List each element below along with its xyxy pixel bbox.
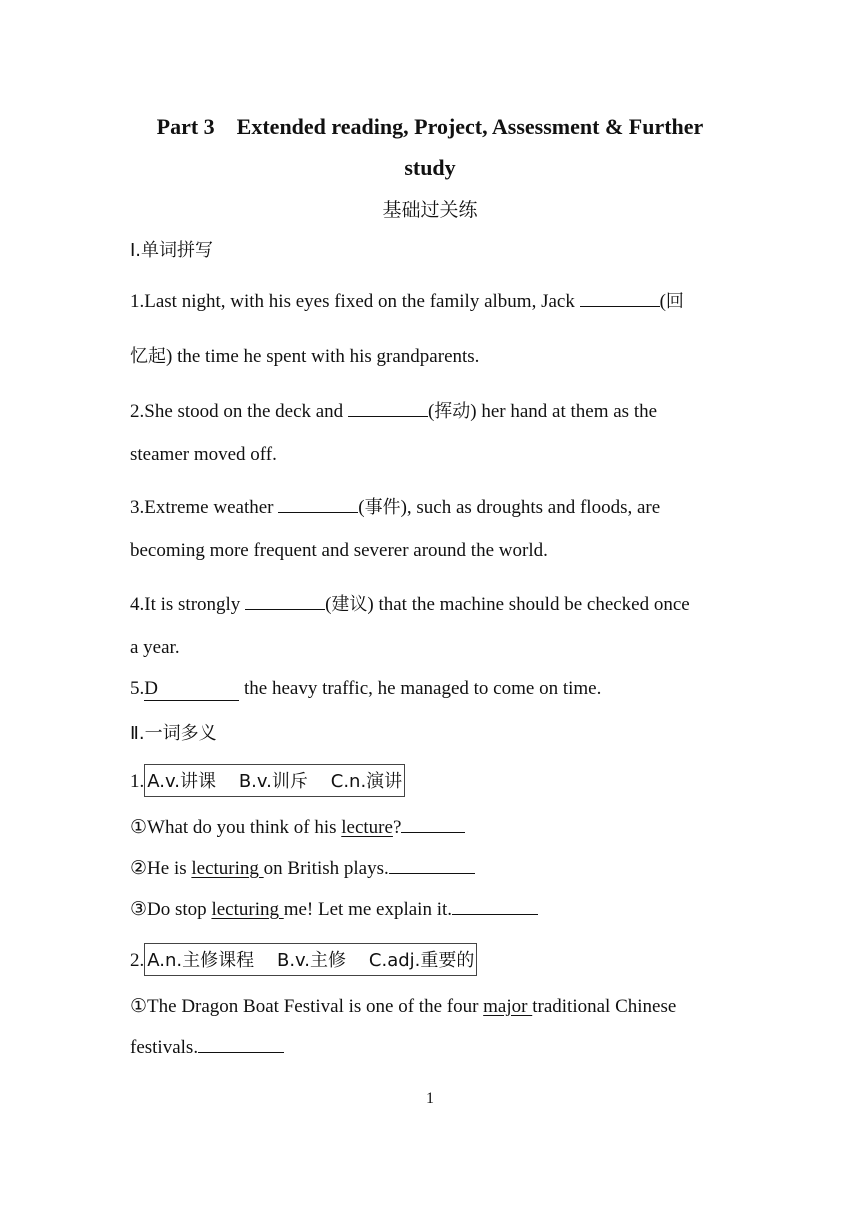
title-line-2: study bbox=[404, 155, 456, 180]
polysemy-2-item-1-line-2: festivals. bbox=[130, 1036, 730, 1059]
question-3-line-2: becoming more frequent and severer around the world. bbox=[130, 540, 548, 561]
page-title bbox=[120, 106, 740, 188]
answer-blank[interactable] bbox=[278, 496, 358, 513]
target-word: lecture bbox=[341, 817, 393, 838]
question-4-line-2: a year. bbox=[130, 637, 180, 658]
question-4-text: 4.It is strongly bbox=[130, 594, 246, 615]
question-1-line-1: 1.Last night, with his eyes fixed on the family album, Jack (回 bbox=[130, 291, 684, 312]
polysemy-1-options-line: 1. A.v.讲课 B.v.训斥 C.n.演讲 bbox=[130, 764, 730, 797]
polysemy-2-item-1-line-1: ①The Dragon Boat Festival is one of the four major traditional Chinese bbox=[130, 996, 677, 1017]
question-2-text: 2.She stood on the deck and bbox=[130, 401, 348, 422]
chinese-hint: 建议 bbox=[331, 594, 368, 615]
answer-blank[interactable] bbox=[245, 593, 325, 610]
section-heading-spelling: Ⅰ.单词拼写 bbox=[130, 240, 214, 261]
answer-blank[interactable] bbox=[389, 857, 475, 874]
polysemy-2-options-line: 2. A.n.主修课程 B.v.主修 C.adj.重要的 bbox=[130, 943, 730, 976]
answer-blank[interactable] bbox=[198, 1036, 284, 1053]
polysemy-1-item-3: ③Do stop lecturing me! Let me explain it. bbox=[130, 898, 730, 921]
answer-blank-with-initial[interactable]: D bbox=[144, 678, 239, 701]
options-box: A.n.主修课程 B.v.主修 C.adj.重要的 bbox=[144, 943, 477, 976]
chinese-hint: 挥动 bbox=[434, 401, 471, 422]
chinese-hint: 忆起 bbox=[130, 346, 166, 367]
question-5-line: 5.D the heavy traffic, he managed to come on time. bbox=[130, 678, 602, 699]
question-3-text: 3.Extreme weather bbox=[130, 497, 279, 518]
answer-blank[interactable] bbox=[348, 400, 428, 417]
title-line-1: Part 3 Extended reading, Project, Assessment & Further bbox=[156, 114, 704, 139]
polysemy-1-item-1: ①What do you think of his lecture? bbox=[130, 816, 730, 839]
question-2-line-2: steamer moved off. bbox=[130, 444, 277, 465]
answer-blank[interactable] bbox=[580, 290, 660, 307]
options-box: A.v.讲课 B.v.训斥 C.n.演讲 bbox=[144, 764, 405, 797]
answer-blank[interactable] bbox=[452, 898, 538, 915]
target-word: lecturing bbox=[191, 858, 264, 879]
chinese-hint: 回 bbox=[665, 291, 684, 312]
section-heading-polysemy: Ⅱ.一词多义 bbox=[130, 723, 217, 744]
polysemy-1-item-2: ②He is lecturing on British plays. bbox=[130, 857, 730, 880]
question-1-line-2: 忆起) the time he spent with his grandparents. bbox=[130, 346, 480, 367]
question-1-text: 1.Last night, with his eyes fixed on the family album, Jack bbox=[130, 291, 580, 312]
target-word: lecturing bbox=[211, 899, 284, 920]
target-word: major bbox=[483, 996, 533, 1017]
page-number: 1 bbox=[426, 1090, 434, 1107]
answer-blank[interactable] bbox=[401, 816, 465, 833]
chinese-hint: 事件 bbox=[364, 497, 401, 518]
question-3-line-1: 3.Extreme weather (事件), such as droughts and floods, are bbox=[130, 497, 661, 518]
question-4-line-1: 4.It is strongly (建议) that the machine should be checked once bbox=[130, 594, 690, 615]
question-2-line-1: 2.She stood on the deck and (挥动) her hand at them as the bbox=[130, 401, 658, 422]
page-subtitle: 基础过关练 bbox=[382, 199, 478, 221]
